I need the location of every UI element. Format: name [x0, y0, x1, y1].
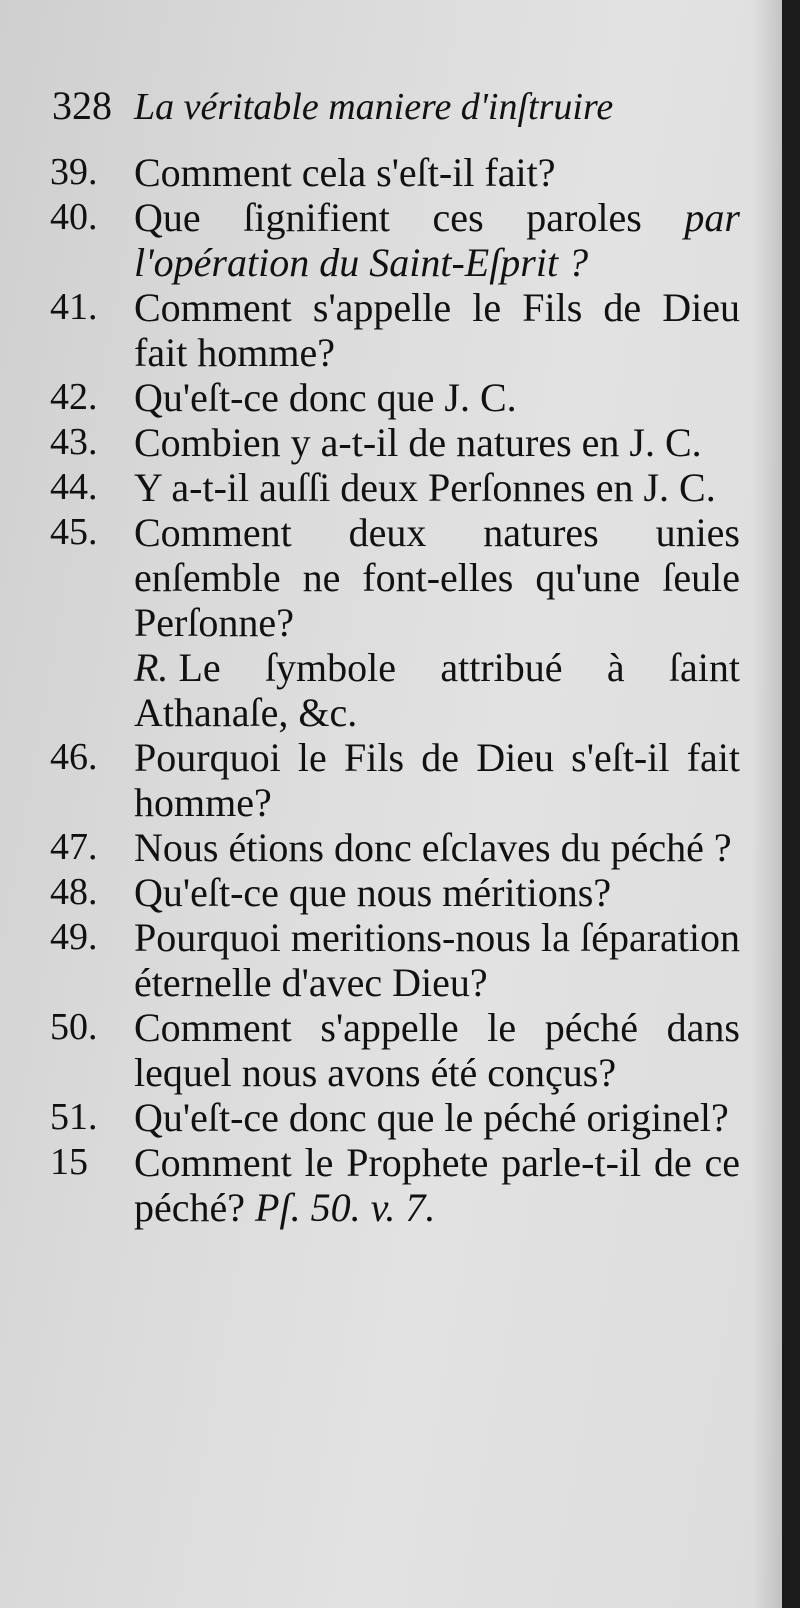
question-item	[50, 870, 740, 915]
question-number: 46.	[50, 736, 98, 778]
question-number: 40.	[50, 196, 98, 238]
question-item	[50, 510, 740, 645]
question-item	[50, 150, 740, 195]
question-text: Comment cela s'eſt-il fait?	[134, 150, 556, 195]
question-number: 49.	[50, 916, 98, 958]
question-item	[50, 195, 740, 285]
question-item	[50, 285, 740, 375]
question-text: Pourquoi meritions-nous la ſéparation éternelle d'avec Dieu?	[134, 915, 740, 1005]
question-number: 43.	[50, 421, 98, 463]
question-text: Qu'eſt-ce donc que le péché originel?	[134, 1095, 729, 1140]
question-item	[50, 1140, 740, 1230]
question-number: 51.	[50, 1096, 98, 1138]
question-item	[50, 420, 740, 465]
reply-mark: R.	[134, 645, 169, 690]
question-item	[50, 825, 740, 870]
question-text: Que ſignifient ces paroles	[134, 195, 642, 240]
question-text-wrap	[134, 1140, 740, 1230]
question-italic-text: par l'opération du Saint-Eſprit ?	[134, 195, 740, 285]
question-number: 44.	[50, 466, 98, 508]
question-list	[50, 150, 740, 1230]
question-text: Comment s'appelle le péché dans lequel nous avons été conçus?	[134, 1005, 740, 1095]
question-italic-text: Pſ. 50. v. 7.	[255, 1185, 436, 1230]
question-text: Nous étions donc eſclaves du péché ?	[134, 825, 732, 870]
page-edge-shadow	[752, 0, 782, 1608]
running-title: La véritable maniere d'inſtruire	[134, 86, 614, 128]
question-number: 45.	[50, 511, 98, 553]
question-text: Comment deux natures unies enſemble ne font-elles qu'une ſeule Perſonne?	[134, 510, 740, 645]
page-header	[52, 82, 613, 129]
question-item	[50, 915, 740, 1005]
question-number: 39.	[50, 151, 98, 193]
question-number: 41.	[50, 286, 98, 328]
question-text: Y a-t-il auſſi deux Perſonnes en J. C.	[134, 465, 716, 510]
page-number: 328	[52, 83, 112, 128]
question-text: Qu'eſt-ce que nous méritions?	[134, 870, 612, 915]
question-text: Comment s'appelle le Fils de Dieu fait homme?	[134, 285, 740, 375]
question-text: Qu'eſt-ce donc que J. C.	[134, 375, 517, 420]
question-number: 15	[50, 1141, 88, 1183]
question-text: Comment le Prophete parle-t-il de ce péché?	[134, 1140, 740, 1230]
question-number: 42.	[50, 376, 98, 418]
reply-line	[50, 645, 740, 735]
question-text: Combien y a-t-il de natures en J. C.	[134, 420, 702, 465]
question-number: 50.	[50, 1006, 98, 1048]
question-number: 48.	[50, 871, 98, 913]
question-item	[50, 1005, 740, 1095]
question-item	[50, 1095, 740, 1140]
reply-text: Le ſymbole attribué à ſaint Athanaſe, &c.	[134, 645, 740, 735]
question-text-wrap	[134, 195, 740, 285]
question-item	[50, 735, 740, 825]
question-number: 47.	[50, 826, 98, 868]
question-item	[50, 375, 740, 420]
question-item	[50, 465, 740, 510]
question-text: Pourquoi le Fils de Dieu s'eſt-il fait homme?	[134, 735, 740, 825]
